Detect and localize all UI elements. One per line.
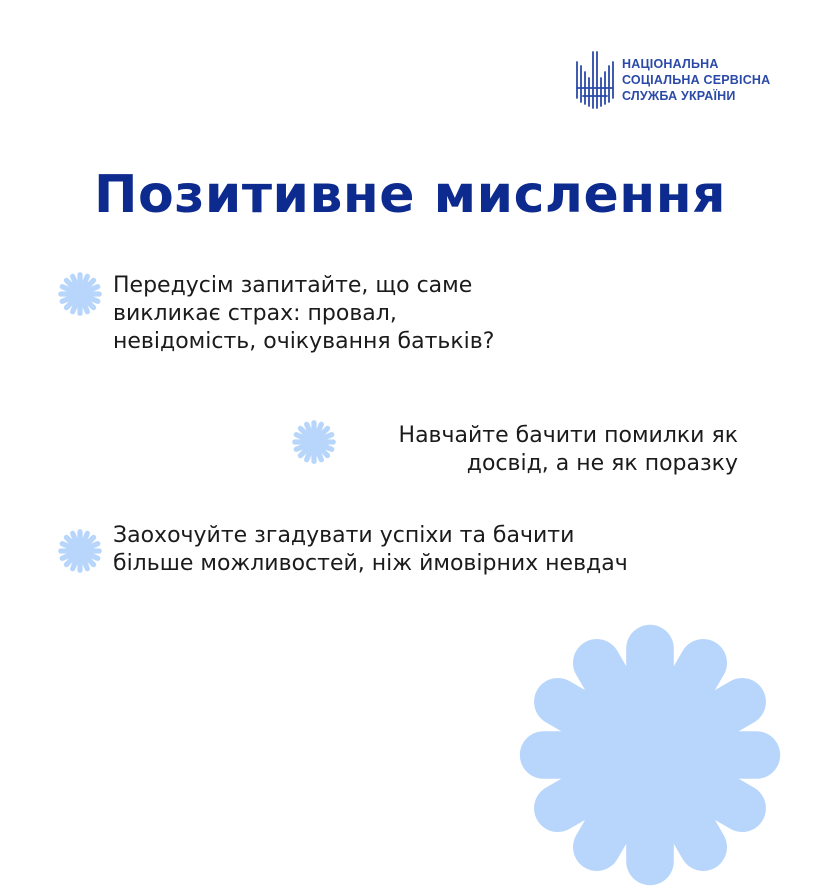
page-title: Позитивне мислення — [93, 165, 727, 225]
flower-bullet-icon — [290, 418, 338, 466]
list-item-line: викликає страх: провал, — [113, 301, 397, 326]
list-item-line: досвід, а не як поразку — [466, 451, 738, 476]
list-item-line: Заохочуйте згадувати успіхи та бачити — [113, 523, 575, 548]
flower-bullet-icon — [56, 527, 104, 575]
decorative-flower-icon — [510, 615, 790, 895]
list-item-line: більше можливостей, ніж ймовірних невдач — [113, 551, 628, 576]
list-item — [399, 422, 738, 478]
logo-line: СЛУЖБА УКРАЇНИ — [622, 89, 736, 103]
trident-emblem-icon — [574, 48, 616, 112]
list-item-line: Передусім запитайте, що саме — [113, 273, 473, 298]
flower-bullet-icon — [56, 270, 104, 318]
logo — [574, 48, 770, 112]
logo-text — [622, 56, 770, 104]
logo-line: СОЦІАЛЬНА СЕРВІСНА — [622, 73, 771, 87]
list-item-line: Навчайте бачити помилки як — [398, 423, 738, 448]
list-item — [113, 522, 628, 578]
logo-line: НАЦІОНАЛЬНА — [622, 57, 719, 71]
list-item-line: невідомість, очікування батьків? — [113, 329, 495, 354]
list-item — [113, 272, 494, 356]
